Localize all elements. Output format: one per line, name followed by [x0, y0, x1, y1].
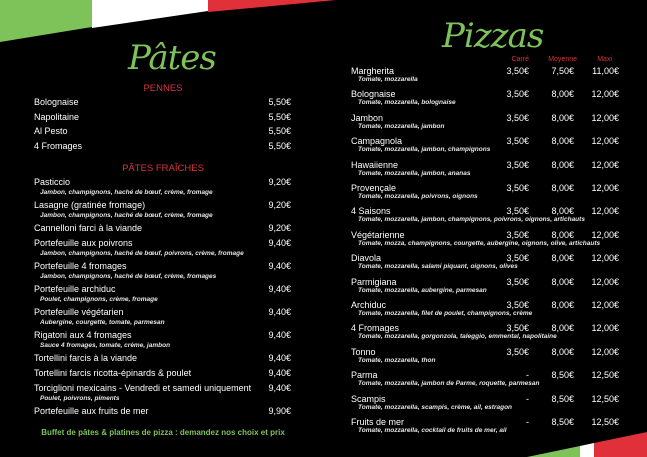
pizza-price: 8,00€ — [551, 276, 574, 287]
pizza-price: 8,00€ — [551, 112, 574, 123]
pizza-price: 3,50€ — [506, 136, 529, 147]
pizza-description: Tomate, mozzarella, cocktail de fruits de mer, ail — [358, 427, 507, 434]
pizza-price: 8,00€ — [551, 253, 574, 264]
pizza-description: Tomate, mozzarella, scampis, crème, ail, estragon — [358, 403, 513, 411]
pizza-price: 12,00€ — [591, 159, 619, 170]
pizza-item — [351, 206, 621, 229]
item-price: 9,40€ — [268, 261, 291, 271]
pizza-price: 3,50€ — [506, 346, 529, 357]
pizza-price: 8,00€ — [551, 346, 574, 357]
item-description: Sauce 4 fromages, tomate, crème, jambon — [40, 342, 171, 349]
pizza-price: 3,50€ — [506, 159, 529, 170]
pizza-name: Bolognaise — [351, 89, 396, 100]
pizza-description: Tomate, mozzarella, thon — [358, 356, 436, 364]
menu-item — [34, 96, 291, 111]
pizza-item — [351, 183, 621, 206]
pizza-description: Tomate, mozzarella, salami piquant, oignons, olives — [358, 263, 518, 271]
pizza-price: 8,50€ — [551, 370, 574, 381]
pizza-price: 12,00€ — [591, 183, 619, 193]
pizza-name: 4 Saisons — [351, 206, 391, 217]
item-name: Tortellini farcis ricotta-épinards & poulet — [34, 368, 192, 378]
menu-item — [34, 199, 291, 222]
pizza-price: 8,00€ — [551, 206, 574, 217]
pizza-description: Tomate, mozzarella, jambon, champignons, poivrons, oignons, artichauts — [358, 216, 585, 224]
item-description: Poulet, champignons, crème, fromage — [40, 296, 158, 303]
item-price: 5,50€ — [268, 140, 291, 151]
menu-item — [34, 382, 291, 405]
pizza-name: Parmigiana — [351, 276, 397, 287]
item-name: Portefeuille aux poivrons — [34, 238, 133, 248]
pizza-name: Archiduc — [351, 300, 387, 310]
item-price: 9,40€ — [268, 353, 291, 363]
item-price: 9,40€ — [268, 238, 291, 248]
pizza-name: Jambon — [351, 112, 384, 123]
pizza-description: Tomate, mozzarella, bolognaise — [358, 99, 456, 107]
pizza-price: 12,00€ — [591, 229, 619, 240]
item-name: Rigatoni aux 4 fromages — [34, 330, 132, 340]
size-header-maxi: Maxi — [597, 56, 612, 63]
fraiches-heading: PÂTES FRAÎCHES — [122, 163, 204, 174]
menu-item — [34, 260, 291, 283]
pizza-price: 8,00€ — [551, 300, 574, 310]
pizza-price: 8,00€ — [551, 183, 574, 193]
item-description: Jambon, champignons, haché de bœuf, crème, fromage — [40, 189, 213, 196]
item-description: Jambon, champignons, haché de bœuf, poivrons, crème, fromage — [40, 250, 244, 257]
pizza-name: Tonno — [351, 346, 376, 357]
item-price: 5,50€ — [268, 97, 291, 107]
fraiches-list — [34, 176, 291, 420]
item-description: Jambon, champignons, haché de bœuf, crème, fromages — [40, 273, 217, 280]
pizza-price: 12,00€ — [591, 136, 619, 147]
pizza-item — [351, 113, 621, 136]
pizza-name: Campagnola — [351, 136, 403, 147]
pizza-description: Tomate, mozzarella, jambon — [358, 122, 445, 130]
menu-item — [34, 352, 291, 367]
pizza-item — [351, 230, 621, 253]
pizza-description: Tomate, mozzarella, jambon, champignons — [358, 146, 491, 154]
pizza-price: 8,50€ — [551, 417, 574, 427]
item-name: Al Pesto — [34, 126, 68, 136]
size-header-carre: Carré — [511, 56, 529, 63]
pizza-description: Tomate, mozzarella, gorgonzola, taleggio, emmental, napolitaine — [358, 333, 557, 341]
pizza-description: Tomate, mozzarella, jambon, ananas — [358, 169, 471, 177]
size-header-moyenne: Moyenne — [548, 56, 577, 63]
menu-item — [34, 329, 291, 352]
pizza-name: Margherita — [351, 66, 395, 76]
pizza-price: 12,00€ — [591, 323, 619, 334]
pizza-name: Hawaiienne — [351, 159, 399, 170]
pizza-price: 8,00€ — [551, 89, 574, 100]
item-name: Pasticcio — [34, 177, 71, 187]
pizza-price: 12,00€ — [591, 276, 619, 287]
pizza-description: Tomate, mozza, champignons, courgette, aubergine, oignons, olive, artichauts — [358, 239, 601, 247]
pizza-name: Fruits de mer — [351, 417, 405, 427]
item-description: Aubergine, courgette, tomate, parmesan — [40, 319, 165, 326]
menu-item — [34, 283, 291, 306]
pizza-price: 12,50€ — [591, 417, 619, 427]
pizza-price: 3,50€ — [506, 89, 529, 100]
menu-item — [34, 405, 291, 420]
pizzas-title: Pizzas — [442, 16, 544, 56]
item-name: Portefeuille 4 fromages — [34, 261, 127, 271]
menu-item — [34, 111, 291, 126]
pizza-price: 8,00€ — [551, 323, 574, 334]
pizza-description: Tomate, mozzarella, aubergine, parmesan — [358, 286, 487, 294]
pizza-description: Tomate, mozzarella, poivrons, oignons — [358, 193, 478, 200]
item-name: Napolitaine — [34, 111, 80, 122]
pizza-price: 12,50€ — [591, 393, 619, 404]
item-name: Portefeuille végétarien — [34, 307, 124, 317]
pizza-name: Végétarienne — [351, 229, 405, 240]
item-name: Tortellini farcis à la viande — [34, 353, 138, 363]
pizza-description: Tomate, mozzarella, jambon de Parme, roquette, parmesan — [358, 380, 540, 388]
pates-title: Pâtes — [128, 38, 216, 78]
item-price: 9,40€ — [268, 284, 291, 294]
item-price: 5,50€ — [268, 126, 291, 136]
menu-item — [34, 237, 291, 260]
item-name: Portefeuille archiduc — [34, 284, 116, 294]
menu-item — [34, 367, 291, 382]
item-price: 9,40€ — [268, 330, 291, 340]
pizza-name: Provençale — [351, 183, 397, 193]
pizza-price: 12,00€ — [591, 300, 619, 310]
pizza-price: 3,50€ — [506, 300, 529, 310]
item-name: Lasagne (gratinée fromage) — [34, 200, 146, 210]
pizza-price: 12,00€ — [591, 112, 619, 123]
pizza-price: 12,00€ — [591, 253, 619, 264]
item-name: 4 Fromages — [34, 140, 83, 151]
pizza-description: Tomate, mozzarella — [358, 76, 418, 83]
pizza-item — [351, 89, 621, 112]
pizza-price: - — [526, 370, 529, 381]
pennes-heading: PENNES — [143, 83, 183, 94]
pizza-price: - — [526, 417, 529, 427]
pizza-price: 12,00€ — [591, 89, 619, 100]
pizza-item — [351, 417, 621, 440]
pizza-price: 3,50€ — [506, 229, 529, 240]
pizza-name: 4 Fromages — [351, 323, 400, 334]
buffet-note: Buffet de pâtes & platines de pizza : demandez nos choix et prix — [41, 428, 285, 437]
pizza-price: 7,50€ — [551, 66, 574, 76]
item-price: 9,20€ — [268, 200, 291, 210]
pizza-name: Diavola — [351, 253, 382, 264]
pizza-price: 8,00€ — [551, 136, 574, 147]
item-name: Bolognaise — [34, 97, 79, 107]
pizza-name: Parma — [351, 370, 378, 381]
item-price: 5,50€ — [268, 111, 291, 122]
pizza-price: 12,00€ — [591, 206, 619, 217]
pizza-item — [351, 66, 621, 89]
pizza-price: 8,00€ — [551, 229, 574, 240]
item-price: 9,40€ — [268, 368, 291, 378]
pizza-item — [351, 323, 621, 346]
pizza-price: 8,00€ — [551, 159, 574, 170]
pizza-price: 11,00€ — [592, 66, 619, 76]
pizza-item — [351, 300, 621, 323]
pizza-description: Tomate, mozzarella, filet de poulet, champignons, crème — [358, 310, 533, 317]
pizza-price: 8,50€ — [551, 393, 574, 404]
pizza-price: 3,50€ — [506, 183, 529, 193]
menu-item — [34, 306, 291, 329]
pizza-price: 3,50€ — [506, 206, 529, 217]
item-price: 9,40€ — [268, 307, 291, 317]
item-name: Portefeuille aux fruits de mer — [34, 406, 149, 416]
pizza-item — [351, 394, 621, 417]
pizza-item — [351, 160, 621, 183]
pizza-price: 3,50€ — [506, 276, 529, 287]
pizza-item — [351, 136, 621, 159]
item-name: Cannelloni farci à la viande — [34, 223, 143, 233]
pizza-price: 3,50€ — [506, 66, 529, 76]
item-description: Jambon, champignons, haché de bœuf, crème, fromage — [40, 212, 213, 219]
pennes-list — [34, 96, 291, 154]
item-name: Torciglioni mexicains - Vendredi et samedi uniquement — [34, 383, 252, 393]
item-price: 9,90€ — [268, 406, 291, 416]
menu-item — [34, 140, 291, 155]
pizza-item — [351, 347, 621, 370]
pizza-item — [351, 277, 621, 300]
item-price: 9,40€ — [268, 383, 291, 393]
item-description: Poulet, poivrons, piments — [40, 395, 120, 402]
pizza-price: - — [526, 393, 529, 404]
item-price: 9,20€ — [268, 223, 291, 233]
item-price: 9,20€ — [268, 177, 291, 187]
pizza-price: 3,50€ — [506, 253, 529, 264]
pizza-price: 12,50€ — [591, 370, 619, 381]
pizza-price: 3,50€ — [506, 323, 529, 334]
pizza-item — [351, 253, 621, 276]
pizza-price: 12,00€ — [591, 346, 619, 357]
menu-item — [34, 125, 291, 140]
pizza-name: Scampis — [351, 393, 386, 404]
menu-item — [34, 222, 291, 237]
menu-item — [34, 176, 291, 199]
pizza-item — [351, 370, 621, 393]
pizza-price: 3,50€ — [506, 112, 529, 123]
